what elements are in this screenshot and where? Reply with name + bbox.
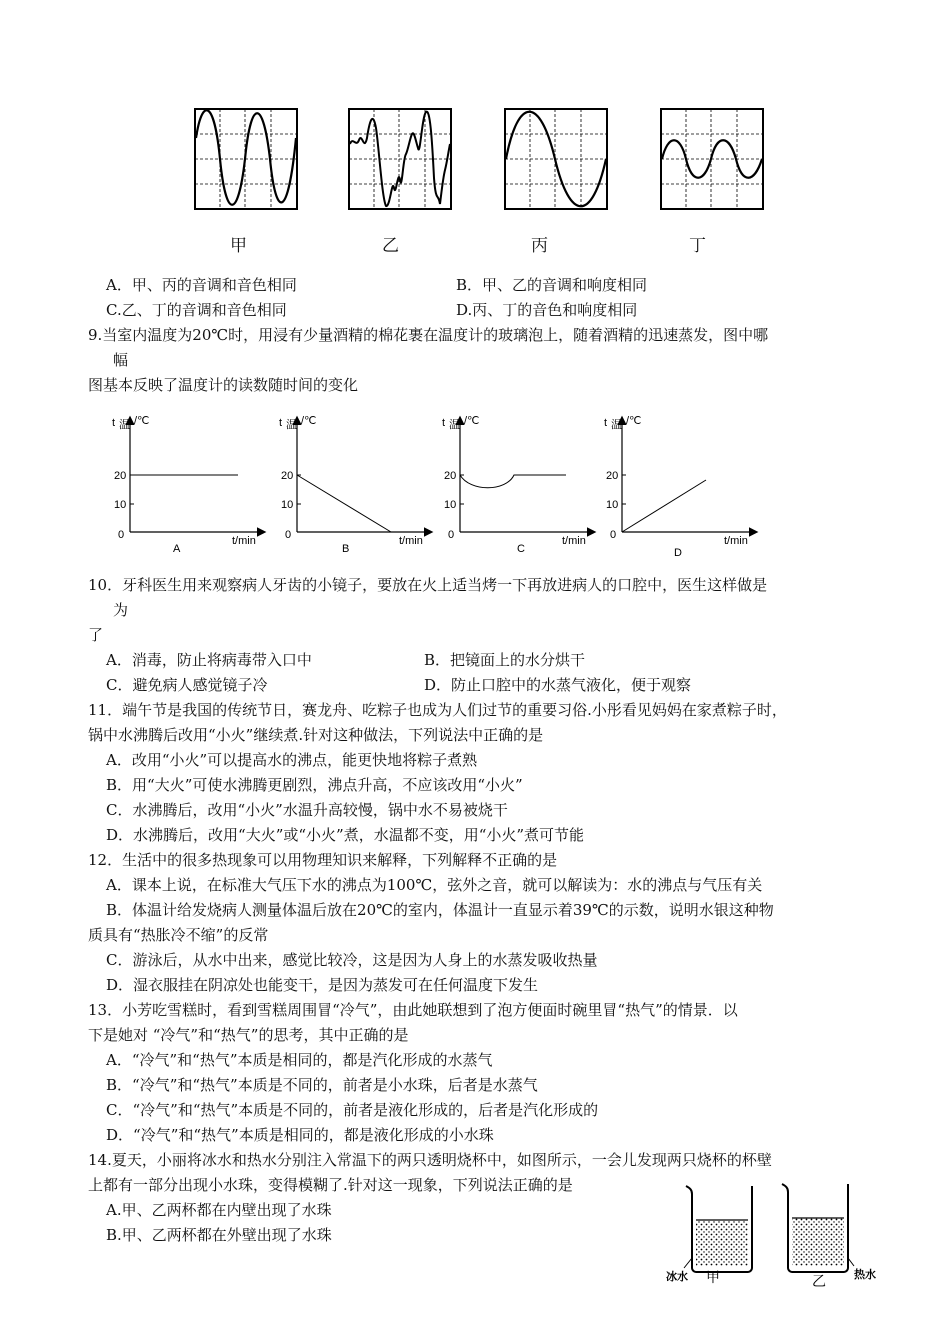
q11-option-b: B．用“大火”可使水沸腾更剧烈，沸点升高，不应该改用“小火” (106, 776, 523, 794)
graph-label-b: B (342, 543, 350, 555)
y-axis-unit: /℃ (301, 415, 317, 427)
origin: 0 (610, 529, 617, 541)
q10-stem-wrap: 为 (113, 601, 129, 619)
q14-stem: 14.夏天，小丽将冰水和热水分别注入常温下的两只透明烧杯中，如图所示，一会儿发现两只烧杯的杯壁 (88, 1151, 772, 1169)
q14-option-a: A.甲、乙两杯都在内壁出现了水珠 (106, 1201, 332, 1219)
q10-option-b: B．把镜面上的水分烘干 (424, 651, 586, 669)
y-axis-sub: 温 (611, 419, 622, 431)
q13-option-b: B．“冷气”和“热气”本质是不同的，前者是小水珠，后者是水蒸气 (106, 1076, 538, 1094)
waveform-jia (194, 108, 298, 210)
y-axis-label: t (112, 417, 116, 429)
graph-label-c: C (517, 543, 525, 555)
waveform-bing (504, 108, 608, 210)
graph-label-a: A (173, 543, 181, 555)
wave-label-jia: 甲 (230, 236, 247, 256)
beaker-right-name: 乙 (812, 1274, 826, 1290)
q8-option-b: B．甲、乙的音调和响度相同 (456, 276, 648, 294)
q9-stem-wrap: 幅 (113, 351, 129, 369)
q12-option-b: B．体温计给发烧病人测量体温后放在20℃的室内，体温计一直显示着39℃的示数，说明水银这种物 (106, 901, 774, 919)
q10-stem-cont: 了 (88, 626, 104, 644)
q13-stem: 13．小芳吃雪糕时，看到雪糕周围冒“冷气”，由此她联想到了泡方便面时碗里冒“热气”的情景．以 (88, 1001, 738, 1019)
q11-option-a: A．改用“小火”可以提高水的沸点，能更快地将粽子煮熟 (106, 751, 478, 769)
q9-graph-d (600, 408, 760, 558)
q13-stem-cont: 下是她对 “冷气”和“热气”的思考，其中正确的是 (88, 1026, 409, 1044)
waveform-yi (348, 108, 452, 210)
y-axis-unit: /℃ (626, 415, 642, 427)
y-axis-sub: 温 (286, 419, 297, 431)
q13-option-a: A．“冷气”和“热气”本质是相同的，都是汽化形成的水蒸气 (106, 1051, 493, 1069)
waveform-ding (660, 108, 764, 210)
q12-option-c: C．游泳后，从水中出来，感觉比较冷，这是因为人身上的水蒸发吸收热量 (106, 951, 598, 969)
q10-option-d: D．防止口腔中的水蒸气液化，便于观察 (424, 676, 692, 694)
x-axis-label: t/min (399, 535, 423, 547)
origin: 0 (285, 529, 292, 541)
q12-option-a: A．课本上说，在标准大气压下水的沸点为100℃，弦外之音，就可以解读为：水的沸点与气压有关 (106, 876, 763, 894)
q12-option-d: D．湿衣服挂在阴凉处也能变干，是因为蒸发可在任何温度下发生 (106, 976, 539, 994)
tick-10: 10 (281, 499, 294, 511)
q12-option-b-cont: 质具有“热胀冷不缩”的反常 (88, 926, 269, 944)
q9-graph-c (438, 408, 598, 558)
beaker-right-tag: 热水 (854, 1269, 876, 1281)
q10-option-c: C．避免病人感觉镜子冷 (106, 676, 268, 694)
wave-label-ding: 丁 (689, 236, 706, 256)
q10-option-a: A．消毒，防止将病毒带入口中 (106, 651, 312, 669)
q13-option-c: C．“冷气”和“热气”本质是不同的，前者是液化形成的，后者是汽化形成的 (106, 1101, 599, 1119)
tick-10: 10 (444, 499, 457, 511)
q13-option-d: D．“冷气”和“热气”本质是相同的，都是液化形成的小水珠 (106, 1126, 494, 1144)
x-axis-label: t/min (562, 535, 586, 547)
beaker-left-name: 甲 (706, 1270, 720, 1286)
origin: 0 (118, 529, 125, 541)
q9-graph-a (108, 408, 268, 558)
y-axis-sub: 温 (119, 419, 130, 431)
q11-stem-cont: 锅中水沸腾后改用“小火”继续煮.针对这种做法，下列说法中正确的是 (88, 726, 544, 744)
q11-option-d: D．水沸腾后，改用“大火”或“小火”煮，水温都不变，用“小火”煮可节能 (106, 826, 585, 844)
x-axis-label: t/min (724, 535, 748, 547)
tick-20: 20 (444, 470, 457, 482)
wave-label-yi: 乙 (382, 236, 399, 256)
q8-option-c: C.乙、丁的音调和音色相同 (106, 301, 287, 319)
y-axis-label: t (442, 417, 446, 429)
q8-option-d: D.丙、丁的音色和响度相同 (456, 301, 638, 319)
beaker-jia (684, 1186, 752, 1272)
wave-label-bing: 丙 (531, 236, 548, 256)
y-axis-label: t (279, 417, 283, 429)
origin: 0 (448, 529, 455, 541)
x-axis-label: t/min (232, 535, 256, 547)
q9-graph-b (275, 408, 435, 558)
tick-20: 20 (606, 470, 619, 482)
beaker-left-tag: 冰水 (666, 1271, 688, 1283)
q11-option-c: C．水沸腾后，改用“小火”水温升高较慢，锅中水不易被烧干 (106, 801, 508, 819)
q14-option-b: B.甲、乙两杯都在外壁出现了水珠 (106, 1226, 332, 1244)
y-axis-unit: /℃ (464, 415, 480, 427)
tick-10: 10 (606, 499, 619, 511)
graph-label-d: D (674, 547, 682, 558)
q11-stem: 11．端午节是我国的传统节日，赛龙舟、吃粽子也成为人们过节的重要习俗.小彤看见妈妈在家煮粽子时， (88, 701, 787, 719)
tick-20: 20 (281, 470, 294, 482)
q9-stem-cont: 图基本反映了温度计的读数随时间的变化 (88, 376, 359, 394)
y-axis-label: t (604, 417, 608, 429)
q8-option-a: A．甲、丙的音调和音色相同 (106, 276, 297, 294)
q14-stem-cont: 上都有一部分出现小水珠，变得模糊了.针对这一现象，下列说法正确的是 (88, 1176, 573, 1194)
beaker-yi (782, 1184, 854, 1272)
q14-beakers-figure (660, 1178, 890, 1314)
tick-10: 10 (114, 499, 127, 511)
y-axis-unit: /℃ (134, 415, 150, 427)
tick-20: 20 (114, 470, 127, 482)
q9-stem: 9.当室内温度为20℃时，用浸有少量酒精的棉花裹在温度计的玻璃泡上，随着酒精的迅速蒸发，图中哪 (88, 326, 769, 344)
y-axis-sub: 温 (449, 419, 460, 431)
q10-stem: 10．牙科医生用来观察病人牙齿的小镜子，要放在火上适当烤一下再放进病人的口腔中，医生这样做是 (88, 576, 768, 594)
q12-stem: 12．生活中的很多热现象可以用物理知识来解释，下列解释不正确的是 (88, 851, 558, 869)
